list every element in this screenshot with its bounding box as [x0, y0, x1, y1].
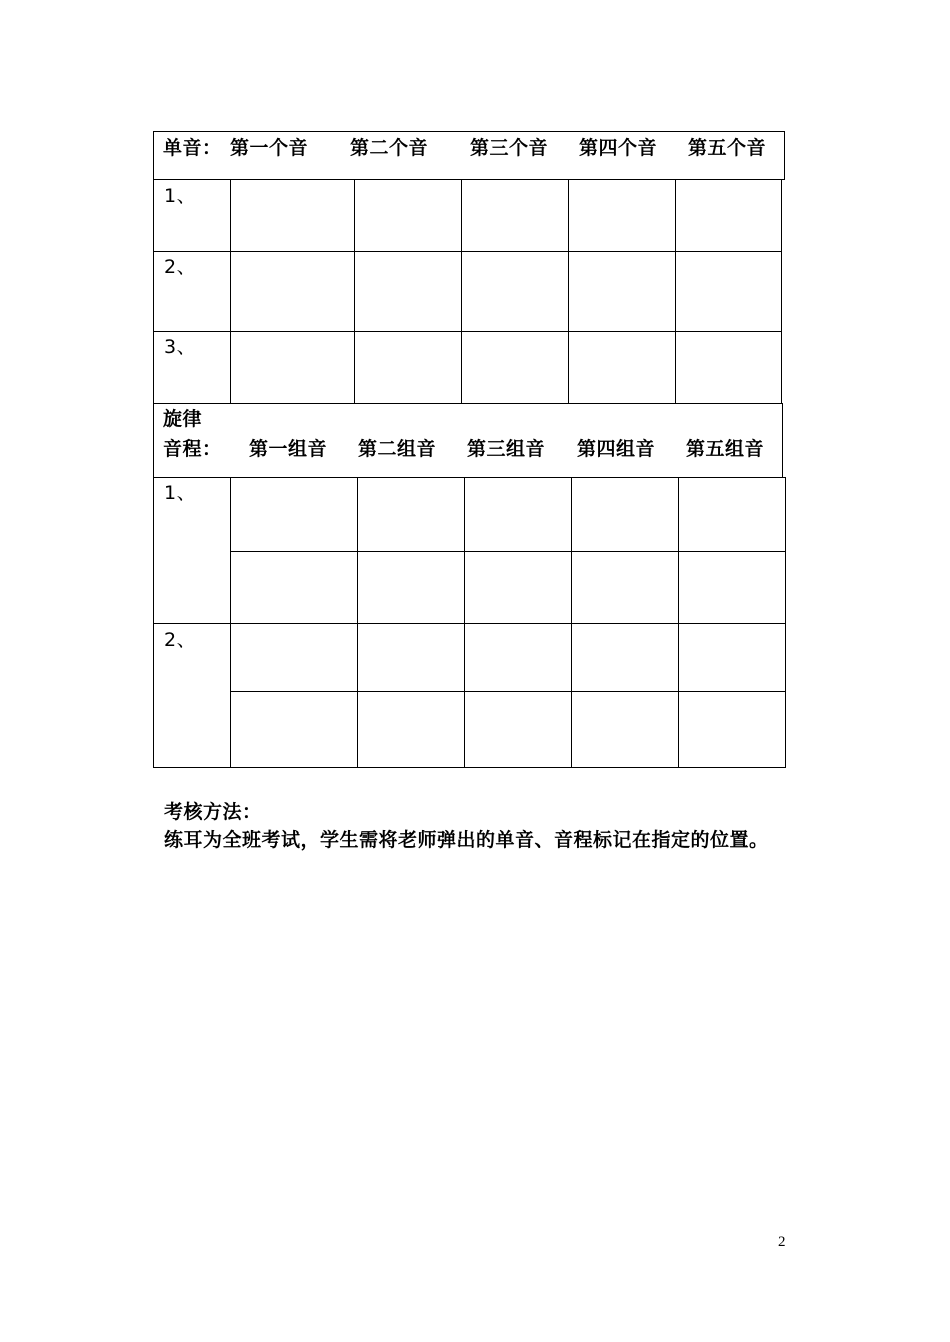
- row-label: 2、: [164, 256, 197, 278]
- row-label: 3、: [164, 336, 197, 358]
- single-tone-label: 单音：: [163, 137, 222, 159]
- melodic-label-line1: 旋律: [163, 408, 203, 430]
- column-header: 第四组音: [577, 438, 656, 460]
- assessment-body: 练耳为全班考试，学生需将老师弹出的单音、音程标记在指定的位置。: [164, 829, 769, 851]
- table-border: [153, 767, 786, 768]
- column-header: 第一个音: [230, 137, 309, 159]
- table-border: [230, 691, 786, 692]
- table-border: [153, 179, 785, 180]
- row-label: 2、: [164, 629, 197, 651]
- table-border: [230, 477, 231, 768]
- page-number: 2: [778, 1234, 786, 1250]
- table-border: [153, 623, 786, 624]
- table-border: [153, 131, 154, 403]
- table-border: [782, 403, 783, 477]
- column-header: 第四个音: [579, 137, 658, 159]
- column-header: 第三个音: [470, 137, 549, 159]
- assessment-title: 考核方法：: [164, 801, 262, 823]
- table-border: [461, 179, 462, 403]
- column-header: 第五个音: [688, 137, 767, 159]
- table-border: [781, 179, 782, 403]
- table-border: [153, 251, 782, 252]
- table-border: [153, 331, 782, 332]
- table-border: [153, 403, 154, 768]
- column-header: 第五组音: [686, 438, 765, 460]
- table-border: [678, 477, 679, 768]
- table-border: [354, 179, 355, 403]
- table-border: [785, 477, 786, 768]
- table-border: [571, 477, 572, 768]
- table-border: [568, 179, 569, 403]
- table-border: [153, 403, 782, 404]
- column-header: 第三组音: [467, 438, 546, 460]
- table-border: [784, 131, 785, 179]
- column-header: 第二个音: [350, 137, 429, 159]
- melodic-label-line2: 音程：: [163, 438, 222, 460]
- row-label: 1、: [164, 185, 197, 207]
- table-border: [230, 179, 231, 403]
- table-border: [153, 131, 785, 132]
- column-header: 第一组音: [249, 438, 328, 460]
- table-border: [153, 477, 786, 478]
- column-header: 第二组音: [358, 438, 437, 460]
- table-border: [675, 179, 676, 403]
- row-label: 1、: [164, 482, 197, 504]
- assessment-section: [164, 798, 792, 854]
- table-border: [357, 477, 358, 768]
- table-border: [464, 477, 465, 768]
- table-border: [230, 551, 786, 552]
